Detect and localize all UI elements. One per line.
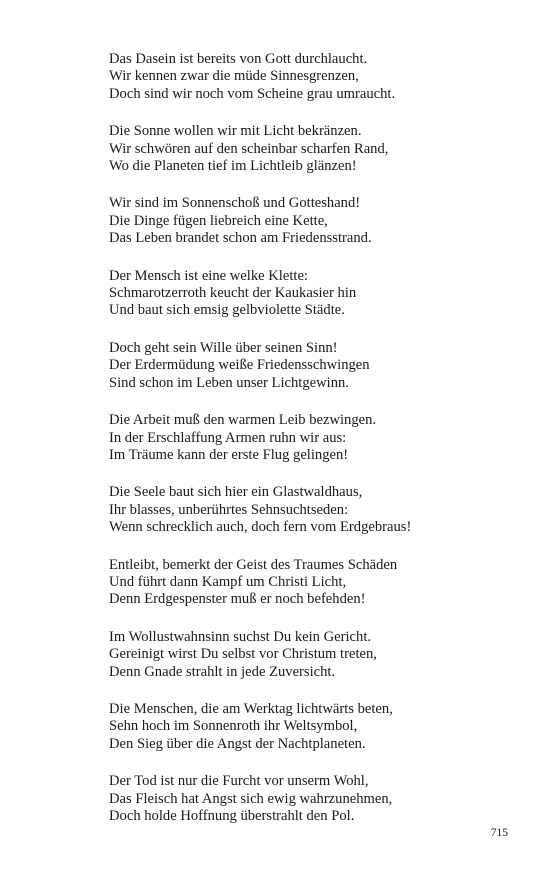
poem-line: Das Leben brandet schon am Friedensstrand. [109,230,372,247]
poem-line: Der Mensch ist eine welke Klette: [109,267,308,284]
poem-line: Sehn hoch im Sonnenroth ihr Weltsymbol, [109,718,358,735]
poem-line: Denn Erdgespenster muß er noch befehden! [109,591,366,608]
poem-line: Wenn schrecklich auch, doch fern vom Erdgebraus! [109,519,412,536]
poem-line: Doch geht sein Wille über seinen Sinn! [109,339,338,356]
poem-line: Die Seele baut sich hier ein Glastwaldhaus, [109,484,363,501]
page-number: 715 [490,827,508,839]
poem-line: Denn Gnade strahlt in jede Zuversicht. [109,663,336,680]
stanza-7 [109,484,529,536]
stanza-11 [109,773,529,825]
poem-line: Doch holde Hoffnung überstrahlt den Pol. [109,808,355,824]
poem-line: Der Erdermüdung weiße Friedensschwingen [109,357,370,374]
stanza-3 [109,195,529,247]
poem-line: Ihr blasses, unberührtes Sehnsuchtseden: [109,501,349,518]
poem-line: Das Dasein ist bereits von Gott durchlaucht. [109,51,368,67]
stanza-2 [109,123,529,175]
poem-line: Wo die Planeten tief im Lichtleib glänzen! [109,158,357,175]
stanza-10 [109,701,529,753]
stanza-4 [109,268,529,320]
stanza-9 [109,629,529,681]
poem-line: Wir schwören auf den scheinbar scharfen Rand, [109,140,389,157]
stanza-8 [109,557,529,609]
poem-line: Das Fleisch hat Angst sich ewig wahrzunehmen, [109,790,393,807]
poem-line: Sind schon im Leben unser Lichtgewinn. [109,374,349,391]
poem-line: Und baut sich emsig gelbviolette Städte. [109,302,345,319]
stanza-6 [109,412,529,464]
poem-line: Die Arbeit muß den warmen Leib bezwingen. [109,412,377,429]
poem-line: Und führt dann Kampf um Christi Licht, [109,573,347,590]
poem-line: Doch sind wir noch vom Scheine grau umraucht. [109,85,396,102]
poem-line: In der Erschlaffung Armen ruhn wir aus: [109,429,347,446]
poem-line: Die Sonne wollen wir mit Licht bekränzen. [109,123,362,140]
poem-line: Entleibt, bemerkt der Geist des Traumes Schäden [109,556,398,573]
poem-line: Wir sind im Sonnenschoß und Gotteshand! [109,195,361,212]
poem-line: Im Wollustwahnsinn suchst Du kein Gericht. [109,628,372,645]
poem-line: Die Dinge fügen liebreich eine Kette, [109,212,328,229]
poem-line: Im Träume kann der erste Flug gelingen! [109,446,349,463]
poem-line: Gereinigt wirst Du selbst vor Christum treten, [109,646,377,663]
poem-text [109,51,529,845]
poem-line: Die Menschen, die am Werktag lichtwärts beten, [109,700,393,717]
stanza-5 [109,340,529,392]
poem-line: Der Tod ist nur die Furcht vor unserm Wohl, [109,773,369,790]
poem-line: Wir kennen zwar die müde Sinnesgrenzen, [109,68,359,85]
stanza-1 [109,51,529,103]
poem-line: Schmarotzerroth keucht der Kaukasier hin [109,285,357,302]
poem-line: Den Sieg über die Angst der Nachtplaneten. [109,735,366,752]
